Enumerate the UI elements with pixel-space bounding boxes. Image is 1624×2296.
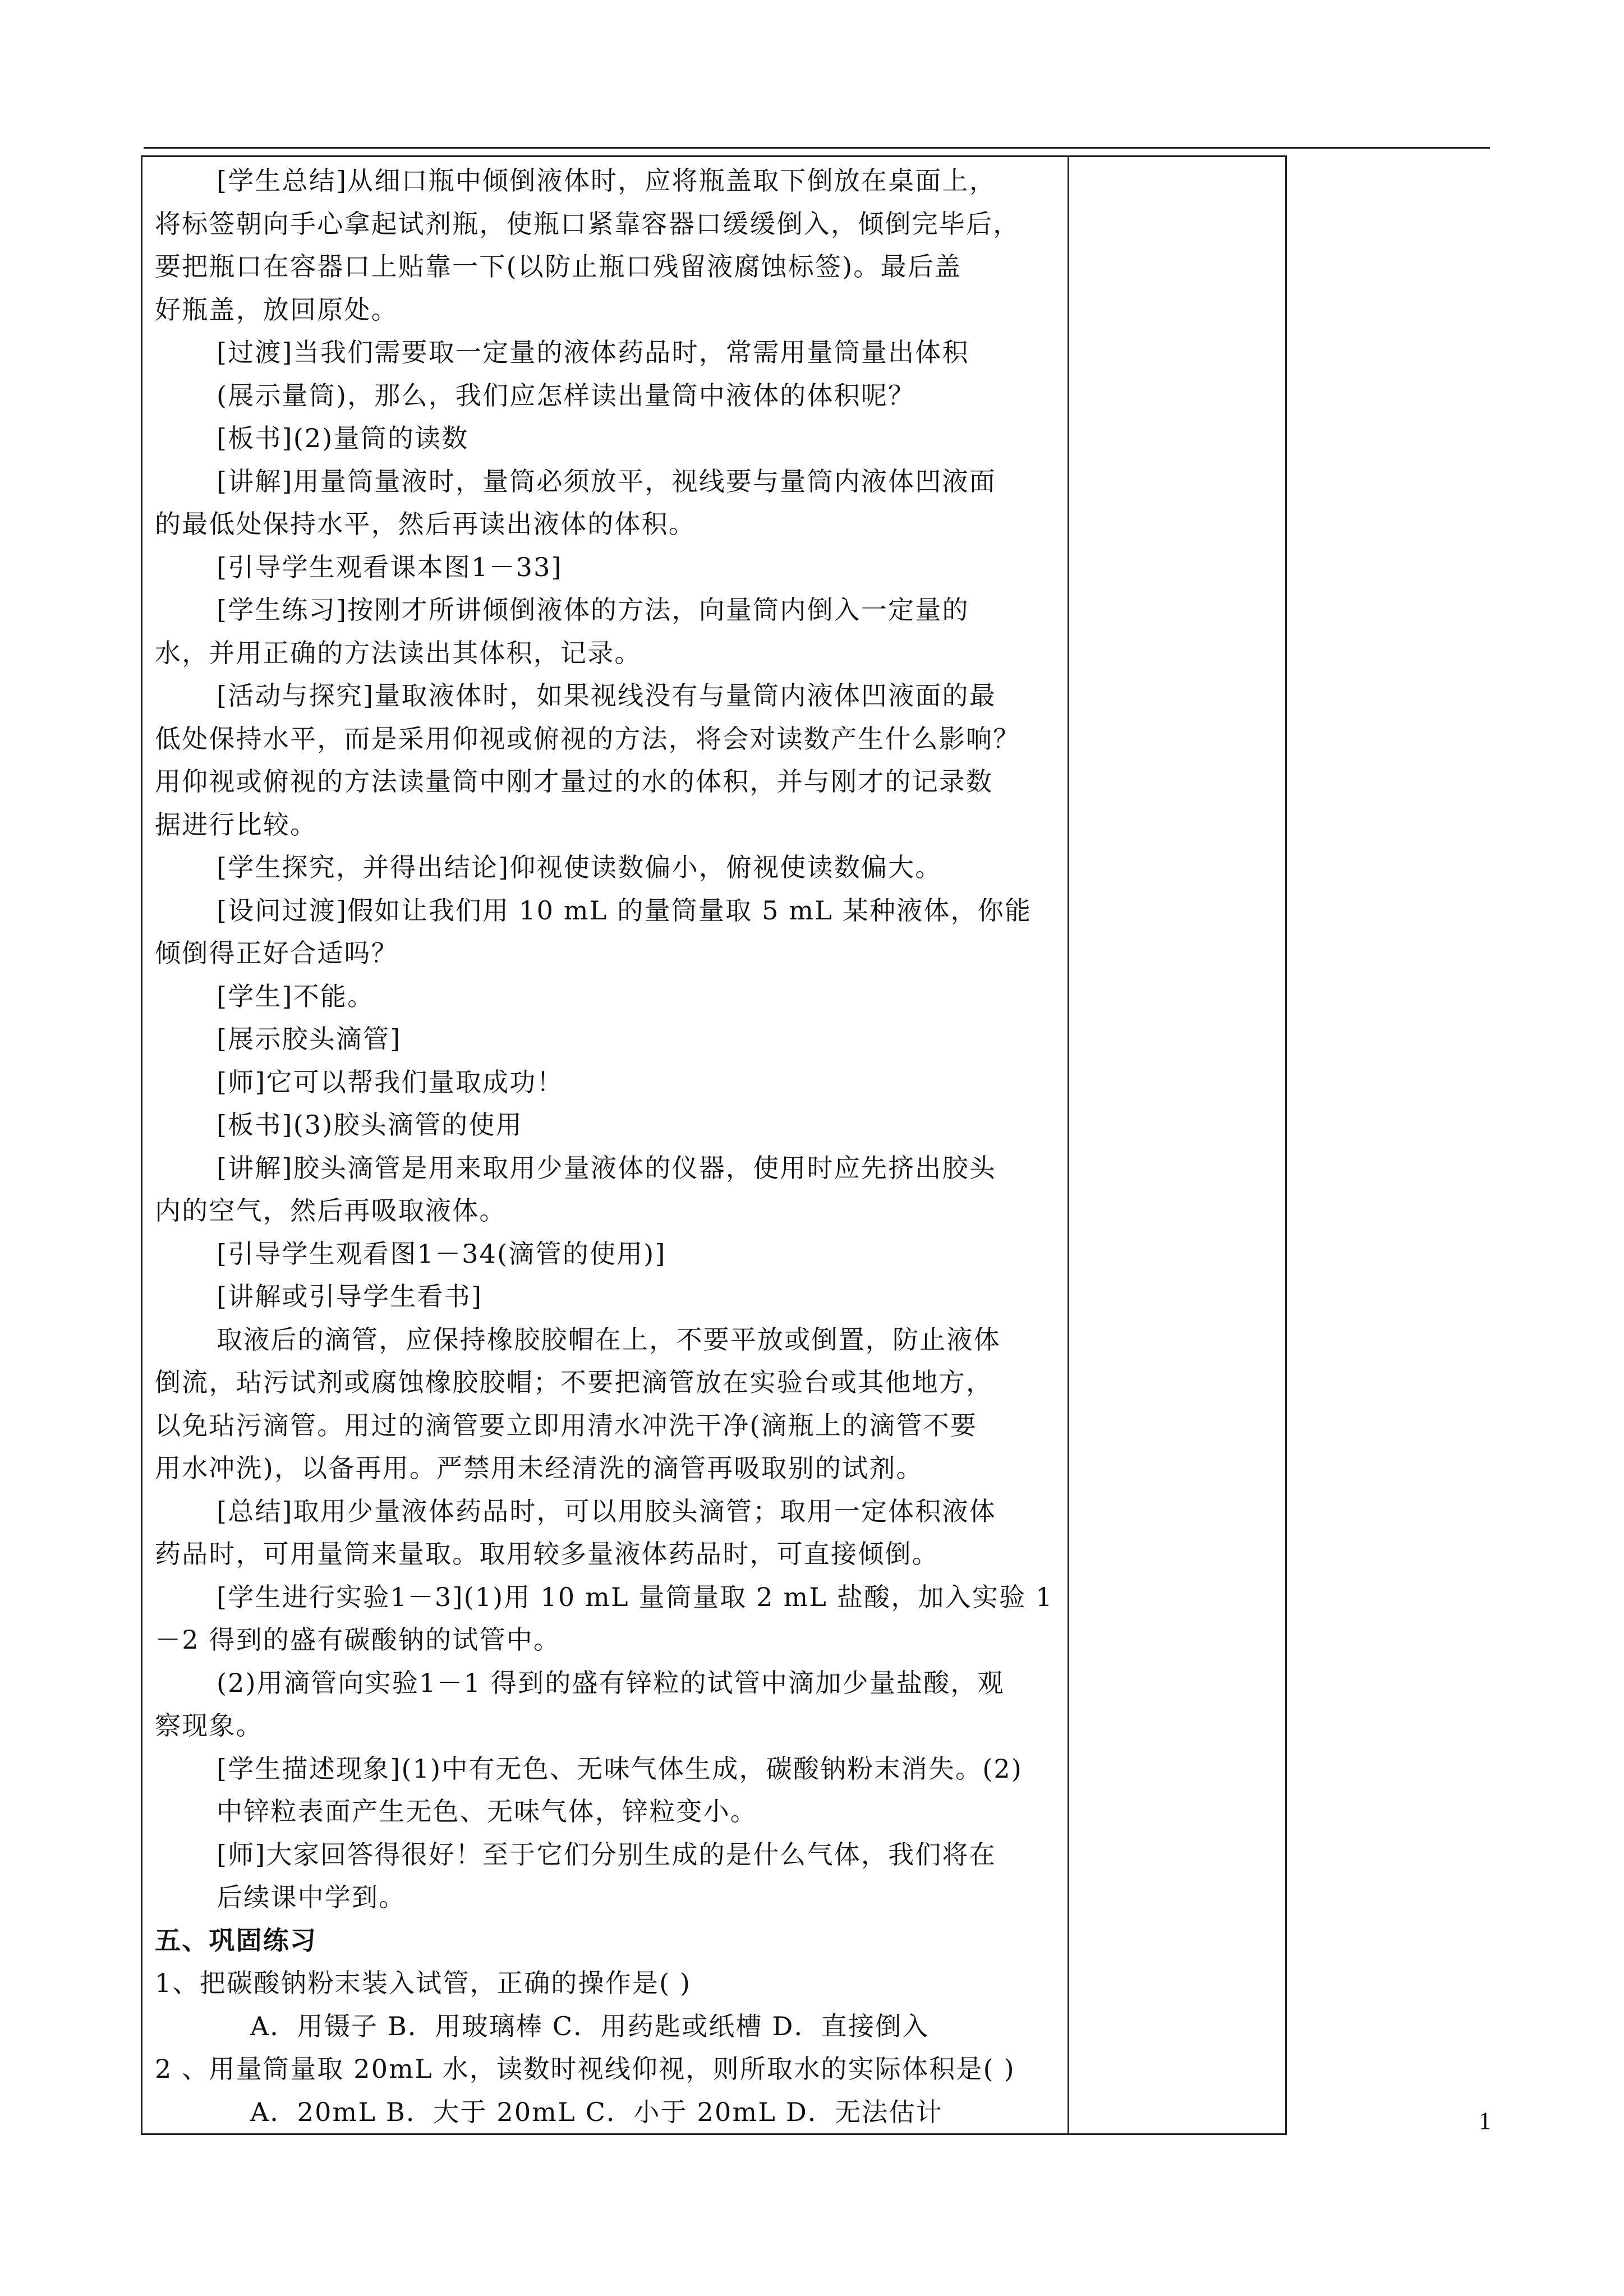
header-rule — [144, 147, 1490, 149]
paragraph-line: [设问过渡]假如让我们用 10 mL 的量筒量取 5 mL 某种液体，你能 — [217, 895, 1032, 926]
paragraph-line: －2 得到的盛有碳酸钠的试管中。 — [155, 1625, 561, 1655]
paragraph-line: [引导学生观看课本图1－33] — [217, 551, 563, 582]
paragraph-line: [引导学生观看图1－34(滴管的使用)] — [217, 1238, 666, 1269]
paragraph-line: [学生探究，并得出结论]仰视使读数偏小，俯视使读数偏大。 — [217, 852, 942, 882]
paragraph-line: 药品时，可用量筒来量取。取用较多量液体药品时，可直接倾倒。 — [155, 1539, 939, 1569]
paragraph-line: 内的空气，然后再吸取液体。 — [155, 1195, 507, 1226]
paragraph-line: 用水冲洗)，以备再用。严禁用未经清洗的滴管再吸取别的试剂。 — [155, 1453, 923, 1483]
paragraph-line: [学生]不能。 — [217, 981, 375, 1011]
lesson-plan-table — [141, 155, 1287, 2135]
lesson-content-cell — [142, 157, 1069, 2134]
paragraph-line: 低处保持水平，而是采用仰视或俯视的方法，将会对读数产生什么影响？ — [155, 723, 1020, 754]
paragraph-line: [师]它可以帮我们量取成功！ — [217, 1066, 564, 1097]
paragraph-line: 后续课中学到。 — [217, 1882, 406, 1912]
paragraph-line: 倾倒得正好合适吗？ — [155, 938, 398, 968]
lesson-content — [142, 157, 1068, 2133]
notes-column-cell — [1069, 157, 1286, 2134]
paragraph-line: A．20mL B．大于 20mL C．小于 20mL D．无法估计 — [250, 2096, 943, 2127]
paragraph-line: 将标签朝向手心拿起试剂瓶，使瓶口紧靠容器口缓缓倒入，倾倒完毕后， — [155, 208, 1020, 239]
paragraph-line: 水，并用正确的方法读出其体积，记录。 — [155, 637, 642, 668]
paragraph-line: 据进行比较。 — [155, 809, 318, 840]
paragraph-line: [展示胶头滴管] — [217, 1024, 402, 1054]
table-row — [142, 157, 1286, 2134]
paragraph-line: 用仰视或俯视的方法读量筒中刚才量过的水的体积，并与刚才的记录数 — [155, 766, 993, 797]
paragraph-line: [学生总结]从细口瓶中倾倒液体时，应将瓶盖取下倒放在桌面上， — [217, 165, 996, 196]
paragraph-line: 以免玷污滴管。用过的滴管要立即用清水冲洗干净(滴瓶上的滴管不要 — [155, 1410, 978, 1441]
paragraph-line: 的最低处保持水平，然后再读出液体的体积。 — [155, 509, 696, 539]
paragraph-line: [学生进行实验1－3](1)用 10 mL 量筒量取 2 mL 盐酸，加入实验 1 — [217, 1581, 1053, 1612]
paragraph-line: [过渡]当我们需要取一定量的液体药品时，常需用量筒量出体积 — [217, 337, 969, 367]
paragraph-line: [学生练习]按刚才所讲倾倒液体的方法，向量筒内倒入一定量的 — [217, 595, 969, 625]
paragraph-line: 取液后的滴管，应保持橡胶胶帽在上，不要平放或倒置，防止液体 — [217, 1324, 1001, 1355]
paragraph-line: A．用镊子 B．用玻璃棒 C．用药匙或纸槽 D．直接倒入 — [250, 2010, 930, 2041]
paragraph-line: [讲解]用量筒量液时，量筒必须放平，视线要与量筒内液体凹液面 — [217, 466, 996, 496]
paragraph-line: 倒流，玷污试剂或腐蚀橡胶胶帽；不要把滴管放在实验台或其他地方， — [155, 1367, 993, 1397]
paragraph-line: [讲解]胶头滴管是用来取用少量液体的仪器，使用时应先挤出胶头 — [217, 1152, 996, 1183]
paragraph-line: [板书](2)量筒的读数 — [217, 423, 469, 453]
paragraph-line: [总结]取用少量液体药品时，可以用胶头滴管；取用一定体积液体 — [217, 1496, 996, 1526]
paragraph-line: [学生描述现象](1)中有无色、无味气体生成，碳酸钠粉末消失。(2) — [217, 1753, 1023, 1784]
paragraph-line: [讲解或引导学生看书] — [217, 1281, 483, 1312]
paragraph-line: 中锌粒表面产生无色、无味气体，锌粒变小。 — [217, 1796, 757, 1826]
page-number: 1 — [1479, 2107, 1491, 2134]
paragraph-line: [活动与探究]量取液体时，如果视线没有与量筒内液体凹液面的最 — [217, 680, 996, 711]
paragraph-line: 2 、用量筒量取 20mL 水，读数时视线仰视，则所取水的实际体积是( ) — [155, 2054, 1015, 2084]
paragraph-line: 1、把碳酸钠粉末装入试管，正确的操作是( ) — [155, 1968, 692, 1998]
paragraph-line: (展示量筒)，那么，我们应怎样读出量筒中液体的体积呢？ — [217, 380, 915, 411]
paragraph-line: [板书](3)胶头滴管的使用 — [217, 1110, 523, 1140]
paragraph-line: (2)用滴管向实验1－1 得到的盛有锌粒的试管中滴加少量盐酸，观 — [217, 1667, 1005, 1698]
paragraph-line: 好瓶盖，放回原处。 — [155, 294, 398, 325]
paragraph-line: 察现象。 — [155, 1710, 263, 1741]
paragraph-line: [师]大家回答得很好！至于它们分别生成的是什么气体，我们将在 — [217, 1839, 996, 1870]
section-heading: 五、巩固练习 — [155, 1925, 318, 1955]
paragraph-line: 要把瓶口在容器口上贴靠一下(以防止瓶口残留液腐蚀标签)。最后盖 — [155, 251, 962, 282]
